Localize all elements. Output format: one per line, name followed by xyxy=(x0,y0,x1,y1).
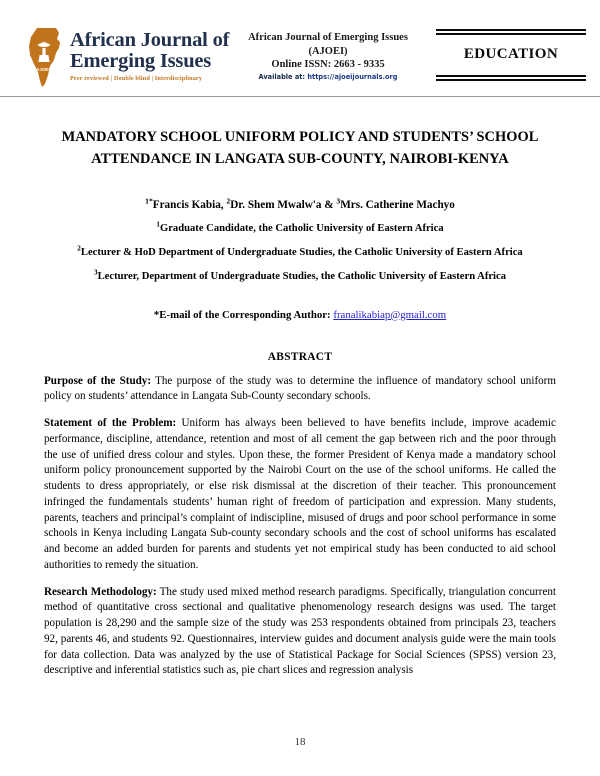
author-3-superscript: 3 xyxy=(336,196,341,206)
brand-line-1: African Journal of xyxy=(70,28,230,51)
journal-masthead xyxy=(0,0,600,96)
affiliation-3-superscript: 3 xyxy=(94,268,98,277)
page-title: MANDATORY SCHOOL UNIFORM POLICY AND STUDENTS’ SCHOOL ATTENDANCE IN LANGATA SUB-COUNTY, NAIROBI-KENYA xyxy=(61,129,539,167)
affiliation-2-superscript: 2 xyxy=(77,244,81,253)
author-1-name: Francis Kabia, xyxy=(152,198,224,211)
affiliation-3 xyxy=(44,270,556,285)
abstract-problem-text: Uniform has always been believed to have benefits include, improve academic performance, discipline, attendance, retention and most of all cement the gap between rich and the poor through the use of unified dress colour and styles. Upon these, the former President of Kenya made a mandatory school uniform policy pronouncement supported by the Nairobi Court on the use of the school uniforms. He called the students to dress appropriately, or else risk dismissal at the discretion of their teacher. This pronouncement infringed the fundamentals students’ human right of freedom of participation and expression. Many students, parents, teachers and principal’s complaint of indiscipline, misused of drugs and poor school performance in some schools in Kenya including Langata Sub-county secondary schools and the cost of school uniforms has escalated and become an added burden for parents and students yet not empirical study has been conducted to aid school authorities to remedy the situation. xyxy=(44,417,556,571)
journal-logo-text xyxy=(70,30,229,82)
journal-url[interactable]: https://ajoeijournals.org xyxy=(307,73,398,82)
journal-name: African Journal of Emerging Issues xyxy=(248,31,408,43)
africa-map-graduate-logo-icon xyxy=(26,26,66,90)
abstract-heading: ABSTRACT xyxy=(267,350,333,363)
email-label: *E-mail of the Corresponding Author: xyxy=(153,308,334,321)
abstract-purpose-label: Purpose of the Study: xyxy=(44,374,152,387)
abstract-section-problem xyxy=(44,416,556,574)
article-content xyxy=(0,127,600,679)
category-label: EDUCATION xyxy=(463,46,559,62)
abstract-purpose-text: The purpose of the study was to determine the influence of mandatory school uniform policy on students’ attendance in Langata Sub-County secondary schools. xyxy=(44,374,557,403)
affiliation-2 xyxy=(44,246,556,261)
abstract-problem-label: Statement of the Problem: xyxy=(44,417,177,429)
author-1-superscript: 1* xyxy=(145,196,153,206)
corresponding-author-email xyxy=(44,309,556,321)
affiliation-1 xyxy=(44,222,556,237)
journal-availability xyxy=(228,73,428,81)
abstract-methodology-label: Research Methodology: xyxy=(44,585,157,598)
author-3-name: Mrs. Catherine Machyo xyxy=(340,198,455,211)
author-2-name: Dr. Shem Mwalw'a & xyxy=(230,198,334,211)
affiliation-1-text: Graduate Candidate, the Catholic University of Eastern Africa xyxy=(159,223,444,235)
brand-line-2: Emerging Issues xyxy=(70,50,212,72)
page-number: 18 xyxy=(294,736,306,748)
abstract-methodology-text: The study used mixed method research paradigms. Specifically, triangulation concurrent method of quantitative cross sectional and qualitative phenomenology research designs was used. The target population is 28,290 and the sample size of the study was 253 respondents obtained from principals 23, teachers 92, parents 46, and students 92. Questionnaires, interview guides and document analysis guide were the main tools for data collection. Data was analyzed by the use of Statistical Package for Social Sciences (SPSS) version 23, descriptive and inferential statistics such as, pie chart slices and regression analysis xyxy=(44,585,556,677)
abstract-section-methodology xyxy=(44,585,556,680)
journal-info xyxy=(222,31,432,82)
affiliation-1-superscript: 1 xyxy=(156,220,160,229)
category-banner xyxy=(436,29,586,80)
available-at-label: Available at: xyxy=(258,73,308,82)
category-rule-bottom xyxy=(436,75,586,81)
journal-issn: Online ISSN: 2663 - 9335 xyxy=(271,59,385,71)
brand-tagline: Peer reviewed | Double blind | Interdisciplinary xyxy=(70,75,203,83)
email-link[interactable]: franalikabiap@gmail.com xyxy=(333,308,447,321)
author-2-superscript: 2 xyxy=(226,196,231,206)
affiliation-2-text: Lecturer & HoD Department of Undergraduate Studies, the Catholic University of Eastern Africa xyxy=(80,246,523,258)
authors-line xyxy=(44,197,556,213)
svg-text:AJOEI: AJOEI xyxy=(36,67,50,72)
journal-logo xyxy=(26,24,230,88)
journal-acronym: (AJOEI) xyxy=(308,45,348,57)
affiliation-3-text: Lecturer, Department of Undergraduate Studies, the Catholic University of Eastern Africa xyxy=(97,270,506,282)
abstract-section-purpose xyxy=(44,374,556,406)
header-divider xyxy=(0,96,600,97)
